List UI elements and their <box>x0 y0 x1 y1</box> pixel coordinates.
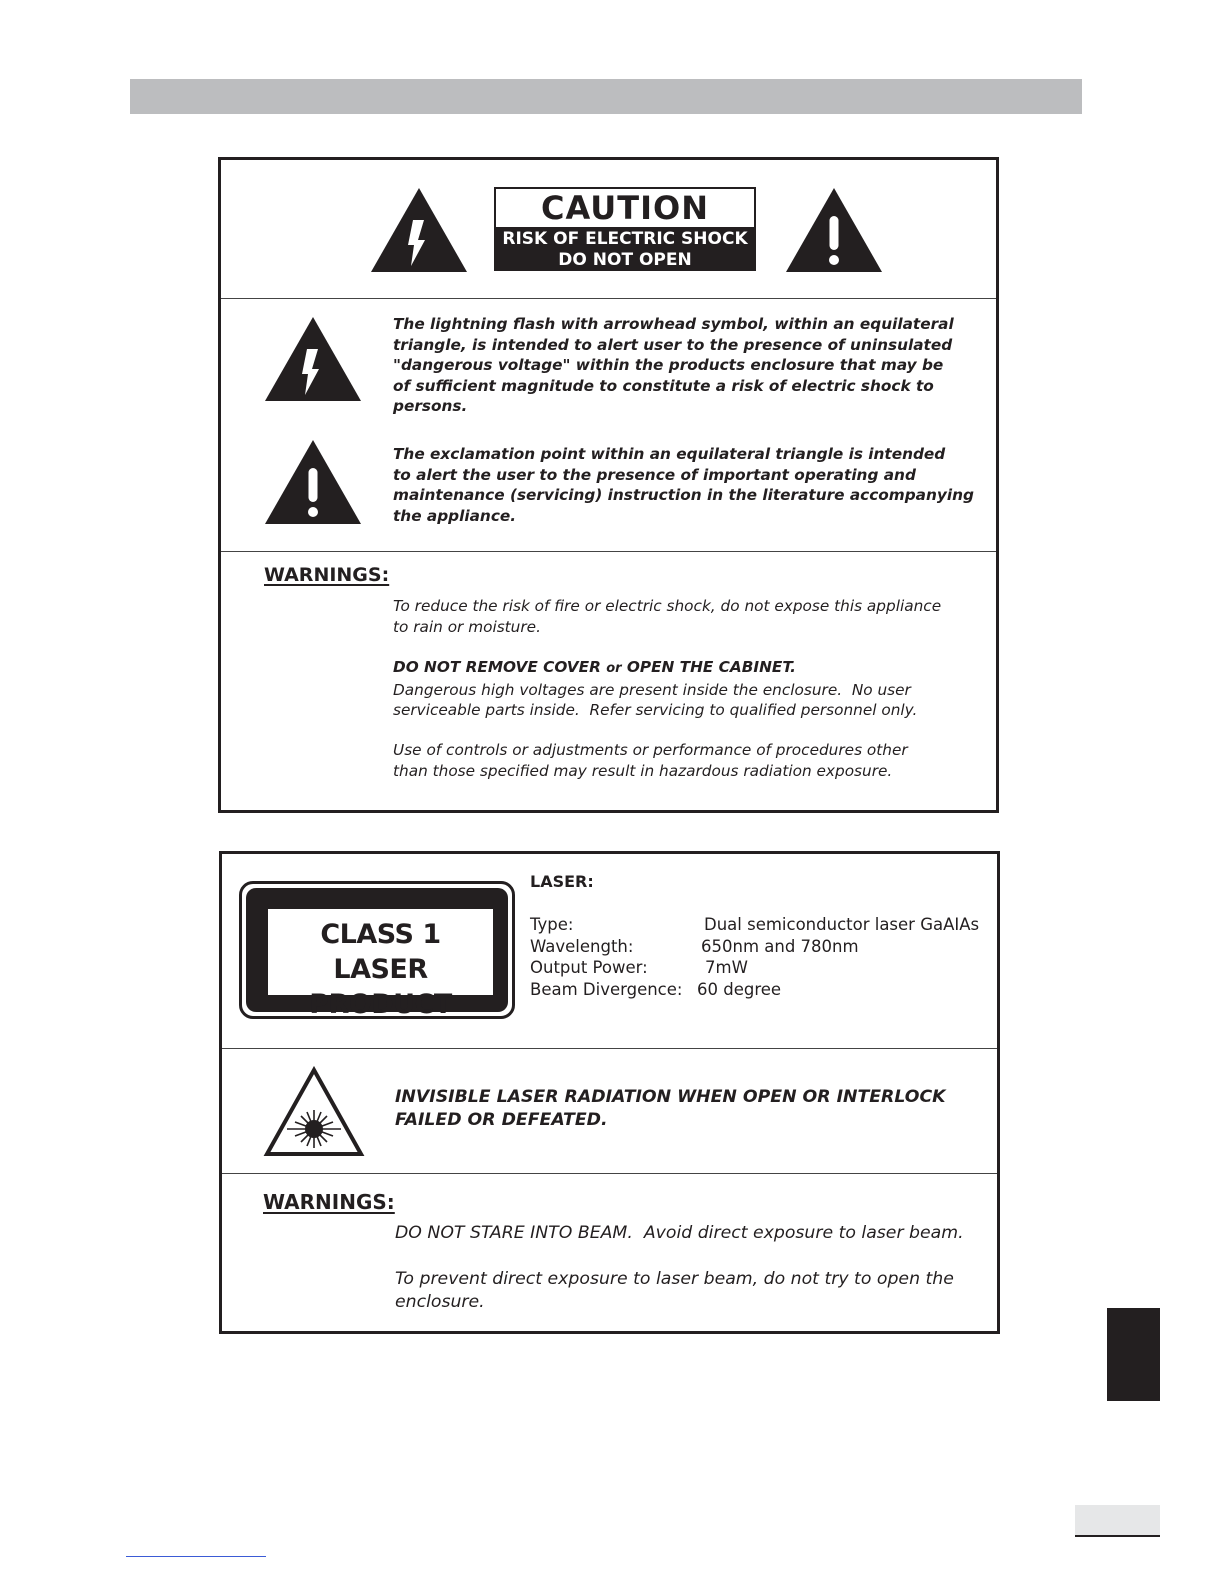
footer-rule <box>126 1556 266 1557</box>
laser-radiation-warning: INVISIBLE LASER RADIATION WHEN OPEN OR INTERLOCK FAILED OR DEFEATED. <box>395 1087 946 1130</box>
warning-cover-heading: DO NOT REMOVE COVER or OPEN THE CABINET. <box>393 658 796 676</box>
divider <box>222 1173 997 1174</box>
spec-value: 7mW <box>705 958 748 978</box>
lightning-triangle-icon <box>263 315 363 403</box>
divider <box>221 298 996 299</box>
laser-hazard-icon <box>263 1066 365 1158</box>
section-tab <box>1107 1308 1160 1401</box>
warning-fire-shock: To reduce the risk of fire or electric shock, do not expose this appliance to rain or moisture. <box>393 597 942 636</box>
warnings-heading: WARNINGS: <box>263 1190 395 1214</box>
class1-laser-label <box>239 881 515 1019</box>
caution-line-2: DO NOT OPEN <box>558 250 692 270</box>
warning-open-enclosure: To prevent direct exposure to laser beam, do not try to open the enclosure. <box>395 1269 954 1312</box>
warning-cover: DO NOT REMOVE COVER or OPEN THE CABINET. Dangerous high voltages are present inside the enclosure. No user serviceable parts inside. Refer servicing to qualified personnel only. <box>393 658 918 719</box>
spec-label: Type: <box>530 915 574 934</box>
spec-value: 60 degree <box>697 980 782 1000</box>
exclamation-symbol-description: The exclamation point within an equilateral triangle is intended to alert the user to the presence of important operating and maintenance (servicing) instruction in the literature accompanying the appliance. <box>393 445 974 525</box>
caution-line-1: RISK OF ELECTRIC SHOCK <box>502 229 748 249</box>
divider <box>222 1048 997 1049</box>
caution-strip <box>496 227 754 271</box>
exclamation-triangle-icon <box>263 438 363 526</box>
caution-label <box>494 187 756 271</box>
warnings-heading: WARNINGS: <box>264 564 390 586</box>
spec-label: Beam Divergence: <box>530 980 683 1000</box>
spec-label: Output Power: <box>530 958 648 978</box>
warning-stare-beam: DO NOT STARE INTO BEAM. Avoid direct exposure to laser beam. <box>395 1223 964 1243</box>
laser-heading: LASER: <box>530 872 594 891</box>
electric-shock-caution-panel <box>218 157 999 813</box>
warning-radiation-exposure: Use of controls or adjustments or performance of procedures other than those specified may result in hazardous radiation exposure. <box>393 741 908 780</box>
page-number-box <box>1075 1505 1160 1537</box>
lightning-symbol-description: The lightning flash with arrowhead symbol, within an equilateral triangle, is intended to alert user to the presence of uninsulated "dangerous voltage" within the products enclosure that may be of sufficient magnitude to constitute a risk of electric shock to persons. <box>393 315 954 415</box>
caution-title: CAUTION <box>541 189 709 227</box>
spec-value: Dual semiconductor laser GaAIAs <box>704 915 980 934</box>
class-label-line-2: LASER PRODUCT <box>309 954 452 1020</box>
exclamation-triangle-icon <box>784 186 884 274</box>
laser-info-panel <box>219 851 1000 1334</box>
spec-value: 650nm and 780nm <box>701 936 859 956</box>
divider <box>221 551 996 552</box>
lightning-triangle-icon <box>369 186 469 274</box>
spec-label: Wavelength: <box>530 936 634 956</box>
class-label-line-1: CLASS 1 <box>320 919 441 950</box>
header-bar <box>130 79 1082 114</box>
laser-spec-labels <box>530 914 682 1001</box>
